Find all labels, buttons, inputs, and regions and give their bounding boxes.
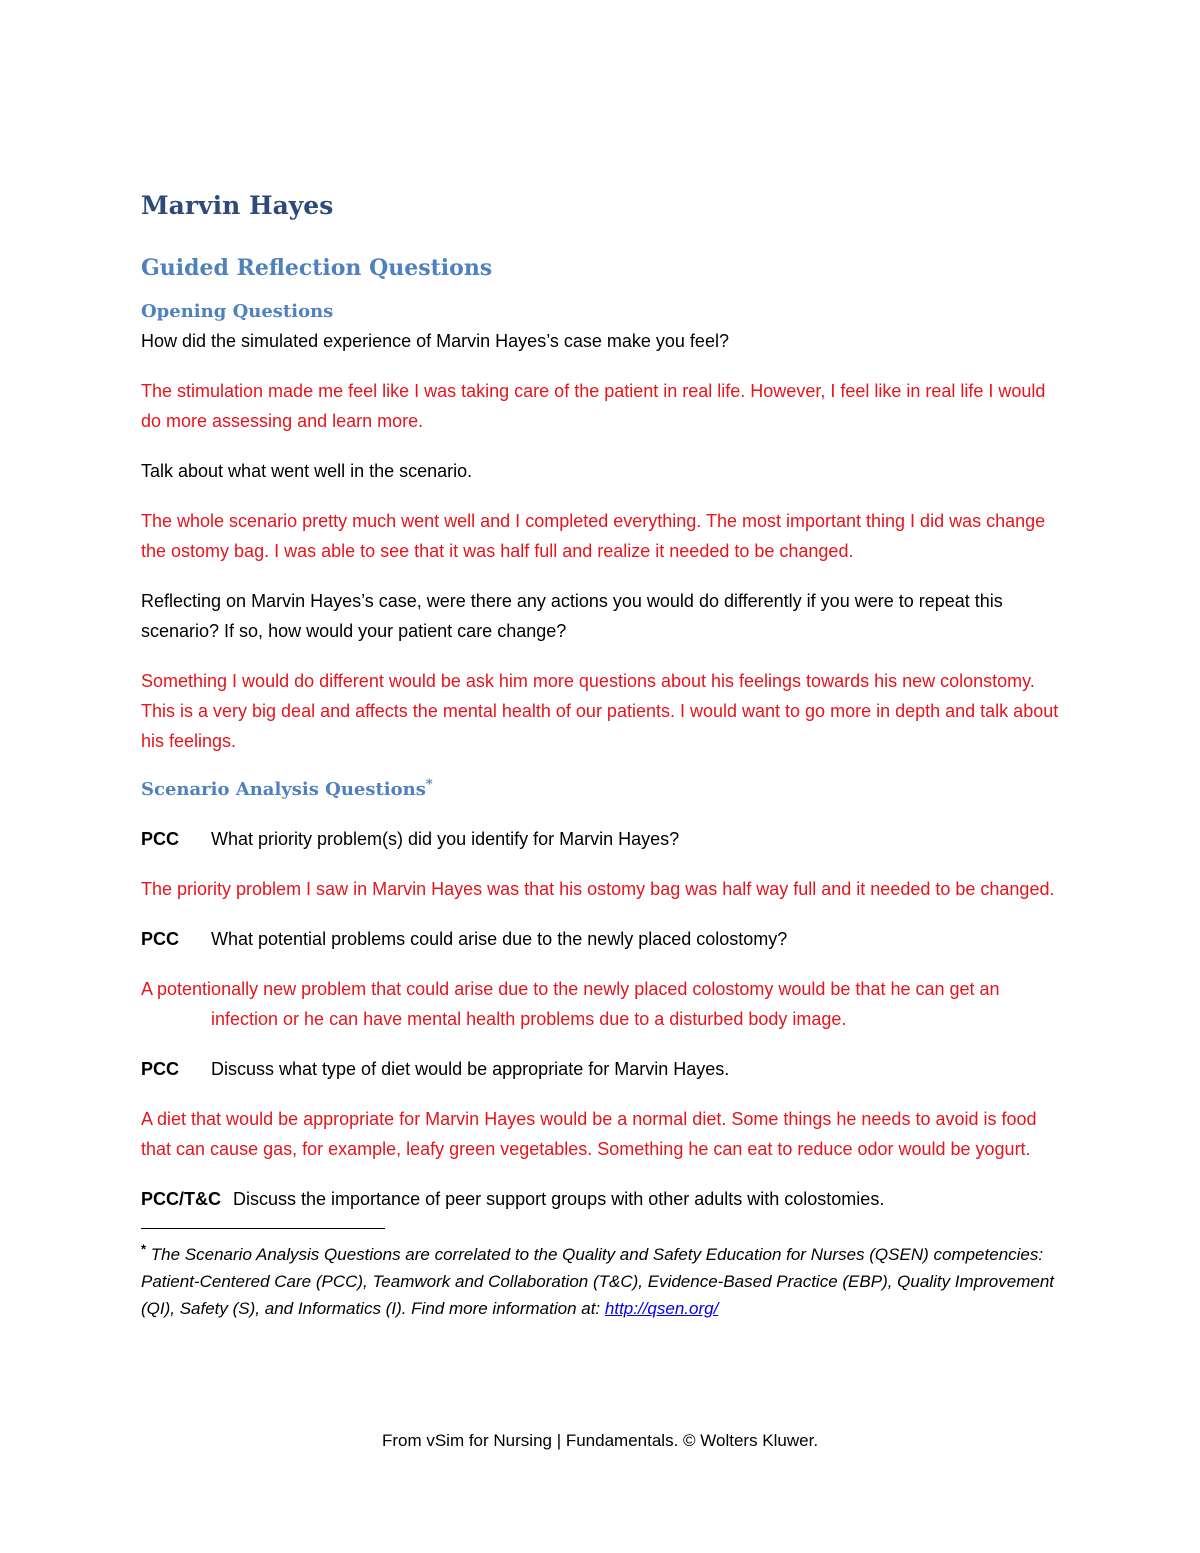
footnote-mark: *: [141, 1241, 147, 1257]
scenario-question: Discuss the importance of peer support groups with other adults with colostomies.: [233, 1189, 885, 1209]
competency-tag: PCC: [141, 829, 180, 849]
scenario-answer: A potentionally new problem that could arise due to the newly placed colostomy would be that he can get an infection or he can have mental health problems due to a disturbed body image.: [141, 979, 1000, 1029]
scenario-question: What potential problems could arise due to the newly placed colostomy?: [211, 929, 788, 949]
opening-answer-2: The whole scenario pretty much went well and I completed everything. The most important thing I did was change the ostomy bag. I was able to see that it was half full and realize it needed to be changed.: [141, 511, 1046, 561]
document-page: [141, 188, 1061, 1322]
page-footer: From vSim for Nursing | Fundamentals. © Wolters Kluwer.: [381, 1431, 819, 1450]
competency-tag: PCC/T&C: [141, 1189, 221, 1209]
competency-tag: PCC: [141, 929, 180, 949]
opening-question-2: Talk about what went well in the scenario.: [141, 461, 473, 481]
scenario-answer: A diet that would be appropriate for Marvin Hayes would be a normal diet. Some things he needs to avoid is food that can cause gas, for example, leafy green vegetables. Something he can eat to reduce odor would be yogurt.: [141, 1109, 1037, 1159]
footnote-separator: [141, 1228, 385, 1229]
scenario-question-row: [141, 1054, 1061, 1084]
opening-questions-heading: Opening Questions: [141, 301, 334, 322]
footnote: [141, 1241, 1061, 1322]
scenario-question-row: [141, 924, 1061, 954]
opening-answer-1: The stimulation made me feel like I was taking care of the patient in real life. However, I feel like in real life I would do more assessing and learn more.: [141, 381, 1046, 431]
scenario-analysis-heading: [141, 776, 1061, 804]
document-title: Marvin Hayes: [141, 191, 334, 220]
scenario-question: What priority problem(s) did you identify for Marvin Hayes?: [211, 829, 680, 849]
scenario-question: Discuss what type of diet would be appropriate for Marvin Hayes.: [211, 1059, 730, 1079]
qsen-link[interactable]: http://qsen.org/: [604, 1299, 719, 1318]
opening-question-1: How did the simulated experience of Marvin Hayes’s case make you feel?: [141, 331, 729, 351]
footnote-text: The Scenario Analysis Questions are correlated to the Quality and Safety Education for Nurses (QSEN) competencies: Patient-Centered Care (PCC), Teamwork and Collaboration (T&C), Evidence-Based Practice (EBP), Quality Improvement (QI), Safety (S), and Informatics (I). Find more information at:: [141, 1245, 1055, 1318]
competency-tag: PCC: [141, 1059, 180, 1079]
footnote-reference-mark: *: [425, 777, 433, 792]
opening-question-3: Reflecting on Marvin Hayes’s case, were there any actions you would do differently if you were to repeat this scenario? If so, how would your patient care change?: [141, 591, 1003, 641]
scenario-heading-text: Scenario Analysis Questions: [141, 779, 426, 800]
scenario-question-row: [141, 1184, 1061, 1214]
document-subtitle: Guided Reflection Questions: [141, 255, 493, 281]
scenario-answer: The priority problem I saw in Marvin Hayes was that his ostomy bag was half way full and it needed to be changed.: [141, 879, 1055, 899]
scenario-question-row: [141, 824, 1061, 854]
opening-answer-3: Something I would do different would be ask him more questions about his feelings towards his new colonstomy. This is a very big deal and affects the mental health of our patients. I would want to go more in depth and talk about his feelings.: [141, 671, 1059, 751]
